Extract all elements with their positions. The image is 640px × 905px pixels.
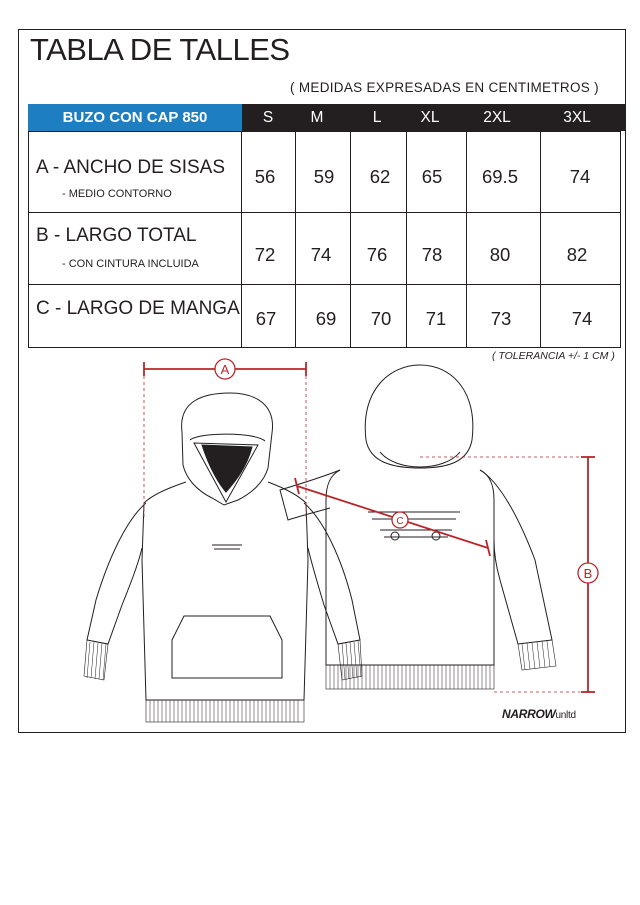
brand-suffix: unltd bbox=[555, 710, 576, 721]
row-sub-b: - CON CINTURA INCLUIDA bbox=[62, 258, 199, 270]
tolerance-note: ( TOLERANCIA +/- 1 CM ) bbox=[492, 350, 615, 362]
cell-c-2xl: 73 bbox=[490, 308, 512, 329]
marker-b-label: B bbox=[583, 566, 593, 581]
size-header-2xl: 2XL bbox=[483, 109, 511, 126]
row-sub-a: - MEDIO CONTORNO bbox=[62, 188, 172, 200]
front-hoodie-icon bbox=[87, 393, 360, 700]
model-label: BUZO CON CAP 850 bbox=[28, 104, 242, 131]
marker-a-label: A bbox=[220, 362, 230, 377]
cell-c-xl: 71 bbox=[425, 308, 447, 329]
brand-logo bbox=[502, 707, 576, 721]
brand-name: NARROW bbox=[502, 707, 556, 721]
row-label-b: B - LARGO TOTAL bbox=[36, 225, 197, 246]
rib-hatching bbox=[87, 641, 550, 722]
size-header-3xl: 3XL bbox=[563, 109, 591, 126]
cell-b-m: 74 bbox=[310, 244, 332, 265]
row-label-c: C - LARGO DE MANGA bbox=[36, 298, 240, 319]
cell-c-3xl: 74 bbox=[571, 308, 593, 329]
cell-b-xl: 78 bbox=[421, 244, 443, 265]
cell-a-3xl: 74 bbox=[569, 166, 591, 187]
row-label-a: A - ANCHO DE SISAS bbox=[36, 157, 225, 178]
cell-a-m: 59 bbox=[313, 166, 335, 187]
cell-a-xl: 65 bbox=[421, 166, 443, 187]
size-header-xl: XL bbox=[420, 109, 440, 126]
size-header-m: M bbox=[310, 109, 324, 126]
front-cuff-rib bbox=[84, 640, 362, 680]
back-hoodie-icon bbox=[280, 365, 552, 665]
back-cuff-rib bbox=[518, 640, 556, 670]
size-header-s: S bbox=[262, 109, 274, 126]
cell-a-s: 56 bbox=[254, 166, 276, 187]
cell-c-l: 70 bbox=[370, 308, 392, 329]
cell-b-l: 76 bbox=[366, 244, 388, 265]
marker-c-label: C bbox=[396, 516, 404, 527]
units-note: ( MEDIDAS EXPRESADAS EN CENTIMETROS ) bbox=[290, 80, 599, 95]
cell-b-3xl: 82 bbox=[566, 244, 588, 265]
page-title: TABLA DE TALLES bbox=[30, 32, 290, 67]
cell-b-s: 72 bbox=[254, 244, 276, 265]
cell-a-2xl: 69.5 bbox=[481, 166, 518, 187]
cell-c-m: 69 bbox=[315, 308, 337, 329]
size-header-l: L bbox=[372, 109, 382, 126]
cell-a-l: 62 bbox=[369, 166, 391, 187]
cell-c-s: 67 bbox=[255, 308, 277, 329]
front-hem-rib bbox=[146, 700, 304, 722]
cell-b-2xl: 80 bbox=[489, 244, 511, 265]
